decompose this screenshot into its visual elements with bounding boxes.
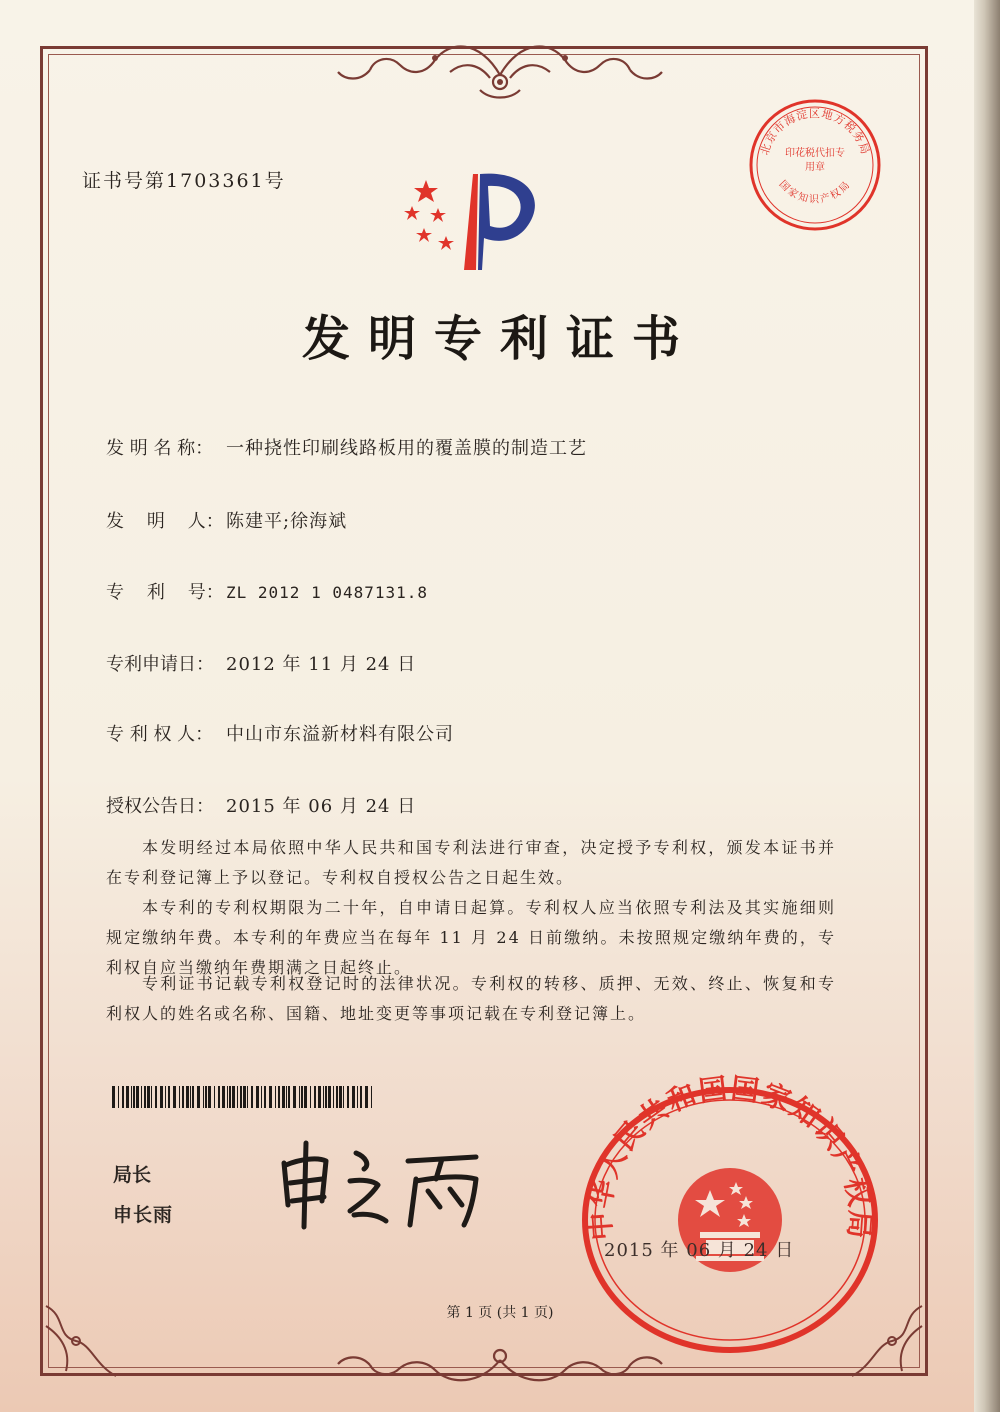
patent-office-logo — [398, 160, 558, 280]
paragraph-legal-status: 专利证书记载专利权登记时的法律状况。专利权的转移、质押、无效、终止、恢复和专利权人的姓名或名称、国籍、地址变更等事项记载在专利登记簿上。 — [106, 974, 836, 1023]
barcode-bar — [293, 1086, 296, 1108]
barcode-bar — [133, 1086, 135, 1108]
field-value: 一种挠性印刷线路板用的覆盖膜的制造工艺 — [226, 438, 587, 459]
certificate-number-label: 证书号第 — [82, 170, 167, 192]
barcode-bar — [197, 1086, 200, 1108]
barcode-bar — [144, 1086, 146, 1108]
barcode-bar — [318, 1086, 321, 1108]
barcode-bar — [141, 1086, 142, 1108]
field-value: 陈建平;徐海斌 — [226, 511, 348, 532]
barcode-bar — [328, 1086, 331, 1108]
field-label: 专 利 权 人： — [106, 724, 214, 745]
tax-seal-bottom-text: 国家知识产权局 — [776, 178, 854, 206]
barcode-bar — [310, 1086, 311, 1108]
field-label: 专 利 号： — [106, 582, 224, 603]
top-ornament — [330, 20, 670, 110]
barcode-bar — [247, 1086, 248, 1108]
barcode-bar — [360, 1086, 362, 1108]
field-value: 2015 年 06 月 24 日 — [226, 796, 417, 817]
barcode-bar — [151, 1086, 152, 1108]
director-signature — [270, 1135, 500, 1230]
tax-seal-text: 北京市海淀区地方税务局 — [758, 107, 872, 157]
page-title: 发明专利证书 — [301, 311, 698, 367]
field-application-date — [106, 650, 416, 676]
barcode-bar — [160, 1086, 163, 1108]
barcode-bar — [227, 1086, 228, 1108]
barcode-bar — [190, 1086, 191, 1108]
barcode-bar — [232, 1086, 235, 1108]
barcode-bar — [365, 1086, 368, 1108]
barcode-bar — [147, 1086, 150, 1108]
barcode-bar — [278, 1086, 280, 1108]
field-label: 专利申请日： — [106, 654, 214, 675]
barcode-bar — [165, 1086, 166, 1108]
field-inventor — [106, 507, 347, 533]
barcode-bar — [323, 1086, 324, 1108]
barcode-bar — [286, 1086, 287, 1108]
barcode-bar — [243, 1086, 246, 1108]
barcode-bar — [282, 1086, 285, 1108]
director-name: 申长雨 — [113, 1204, 174, 1226]
barcode-bar — [339, 1086, 342, 1108]
barcode-bar — [304, 1086, 307, 1108]
barcode-bar — [122, 1086, 124, 1108]
barcode-bar — [208, 1086, 211, 1108]
barcode-bar — [301, 1086, 303, 1108]
paragraph-term-notice: 本专利的专利权期限为二十年，自申请日起算。专利权人应当依照专利法及其实施细则规定缴纳年费。本专利的年费应当在每年 11 月 24 日前缴纳。未按照规定缴纳年费的，专利权自应当缴纳年费期满之日起终止。 — [106, 898, 836, 977]
field-grant-date — [106, 792, 416, 818]
field-label: 授权公告日： — [106, 796, 214, 817]
barcode-bar — [118, 1086, 119, 1108]
barcode-bar — [314, 1086, 316, 1108]
tax-stamp-seal — [745, 95, 885, 235]
barcode — [112, 1086, 374, 1108]
barcode-bar — [343, 1086, 344, 1108]
barcode-bar — [192, 1086, 194, 1108]
barcode-bar — [218, 1086, 220, 1108]
barcode-bar — [299, 1086, 300, 1108]
barcode-bar — [222, 1086, 225, 1108]
barcode-bar — [325, 1086, 327, 1108]
barcode-bar — [371, 1086, 372, 1108]
barcode-bar — [112, 1086, 115, 1108]
barcode-bar — [131, 1086, 132, 1108]
binding-spine — [974, 0, 1000, 1412]
page-number: 第 1 页 (共 1 页) — [446, 1305, 554, 1321]
barcode-bar — [173, 1086, 176, 1108]
barcode-bar — [240, 1086, 242, 1108]
barcode-bar — [347, 1086, 349, 1108]
barcode-bar — [126, 1086, 129, 1108]
barcode-bar — [336, 1086, 338, 1108]
barcode-bar — [186, 1086, 189, 1108]
barcode-bar — [168, 1086, 170, 1108]
barcode-bar — [205, 1086, 207, 1108]
barcode-bar — [203, 1086, 204, 1108]
field-patent-number — [106, 578, 428, 604]
field-value: 2012 年 11 月 24 日 — [226, 654, 417, 675]
field-value: ZL 2012 1 0487131.8 — [226, 583, 429, 602]
barcode-bar — [214, 1086, 215, 1108]
barcode-bar — [261, 1086, 262, 1108]
barcode-bar — [182, 1086, 184, 1108]
paragraph-grant-notice: 本发明经过本局依照中华人民共和国专利法进行审查，决定授予专利权，颁发本证书并在专利登记簿上予以登记。专利权自授权公告之日起生效。 — [106, 838, 836, 887]
barcode-bar — [357, 1086, 358, 1108]
field-patentee — [106, 720, 454, 746]
barcode-bar — [333, 1086, 334, 1108]
field-label: 发 明 名 称： — [106, 438, 214, 459]
tax-seal-inner-text: 印花税代扣专用章 — [785, 148, 845, 173]
barcode-bar — [136, 1086, 139, 1108]
certificate-number — [82, 166, 286, 193]
seal-date: 2015 年 06 月 24 日 — [604, 1240, 795, 1261]
barcode-bar — [288, 1086, 290, 1108]
field-label: 发 明 人： — [106, 511, 224, 532]
state-seal-text: 中华人民共和国国家知识产权局 — [583, 1071, 877, 1242]
certificate-number-value: 1703361 — [166, 170, 265, 192]
barcode-bar — [352, 1086, 355, 1108]
barcode-bar — [264, 1086, 266, 1108]
director-title: 局长 — [113, 1164, 152, 1186]
field-invention-name — [106, 434, 587, 460]
barcode-bar — [269, 1086, 272, 1108]
certificate-number-suffix: 号 — [264, 170, 286, 192]
barcode-bar — [275, 1086, 276, 1108]
barcode-bar — [256, 1086, 259, 1108]
barcode-bar — [237, 1086, 238, 1108]
barcode-bar — [251, 1086, 253, 1108]
field-value: 中山市东溢新材料有限公司 — [226, 724, 454, 745]
barcode-bar — [155, 1086, 157, 1108]
barcode-bar — [179, 1086, 180, 1108]
barcode-bar — [229, 1086, 231, 1108]
